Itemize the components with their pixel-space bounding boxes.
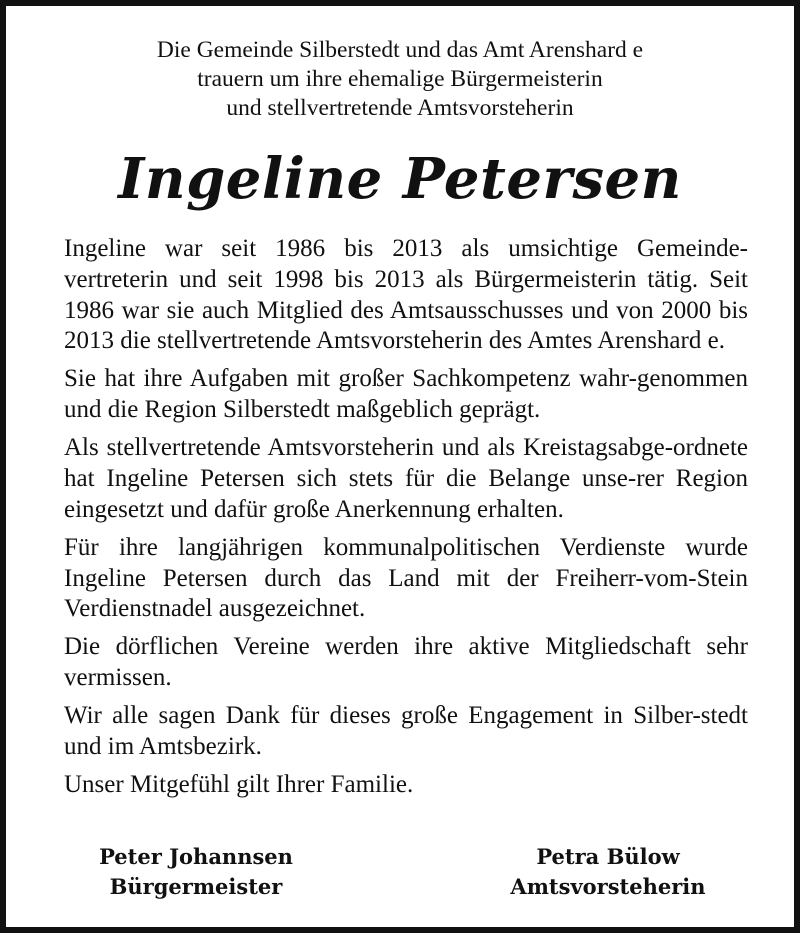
paragraph-condolence: Unser Mitgefühl gilt Ihrer Familie. xyxy=(64,770,414,798)
intro-text xyxy=(26,36,774,123)
signature-name: Peter Johannsen xyxy=(99,844,293,869)
intro-line-1: Die Gemeinde Silberstedt und das Amt Arenshard e xyxy=(156,37,644,63)
signature-title: Bürgermeister xyxy=(109,874,283,899)
paragraph-clubs: Die dörflichen Vereine werden ihre aktive Mitgliedschaft sehr vermissen. xyxy=(64,633,748,692)
paragraph-district: Als stellvertretende Amtsvorsteherin und als Kreistagsabge-ordnete hat Ingeline Petersen sich stets für die Belange unse-rer Region eingesetzt und dafür große Anerkennung erhalten. xyxy=(64,434,748,523)
paragraph-thanks: Wir alle sagen Dank für dieses große Engagement in Silber-stedt und im Amtsbezirk. xyxy=(64,702,748,760)
intro-line-3: und stellvertretende Amtsvorsteherin xyxy=(226,95,574,121)
paragraph-competence: Sie hat ihre Aufgaben mit großer Sachkompetenz wahr-genommen und die Region Silberstedt maßgeblich geprägt. xyxy=(64,365,748,424)
obituary-body xyxy=(64,234,748,808)
signature-district-head xyxy=(488,842,728,902)
signature-title: Amtsvorsteherin xyxy=(510,874,706,899)
signature-mayor xyxy=(76,842,316,902)
signature-name: Petra Bülow xyxy=(536,844,680,869)
deceased-name: Ingeline Petersen xyxy=(118,146,682,212)
paragraph-award: Für ihre langjährigen kommunalpolitischen Verdienste wurde Ingeline Petersen durch das Land mit der Freiherr-vom-Stein Verdienstnadel ausgezeichnet. xyxy=(64,533,748,623)
paragraph-career: Ingeline war seit 1986 bis 2013 als umsichtige Gemeinde-vertreterin und seit 1998 bis 2013 als Bürgermeisterin tätig. Seit 1986 war sie auch Mitglied des Amtsausschusses und von 2000 bis 2013 die stellvertretende Amtsvorsteherin des Amtes Arenshard e. xyxy=(64,235,748,355)
intro-line-2: trauern um ihre ehemalige Bürgermeisterin xyxy=(197,66,603,92)
